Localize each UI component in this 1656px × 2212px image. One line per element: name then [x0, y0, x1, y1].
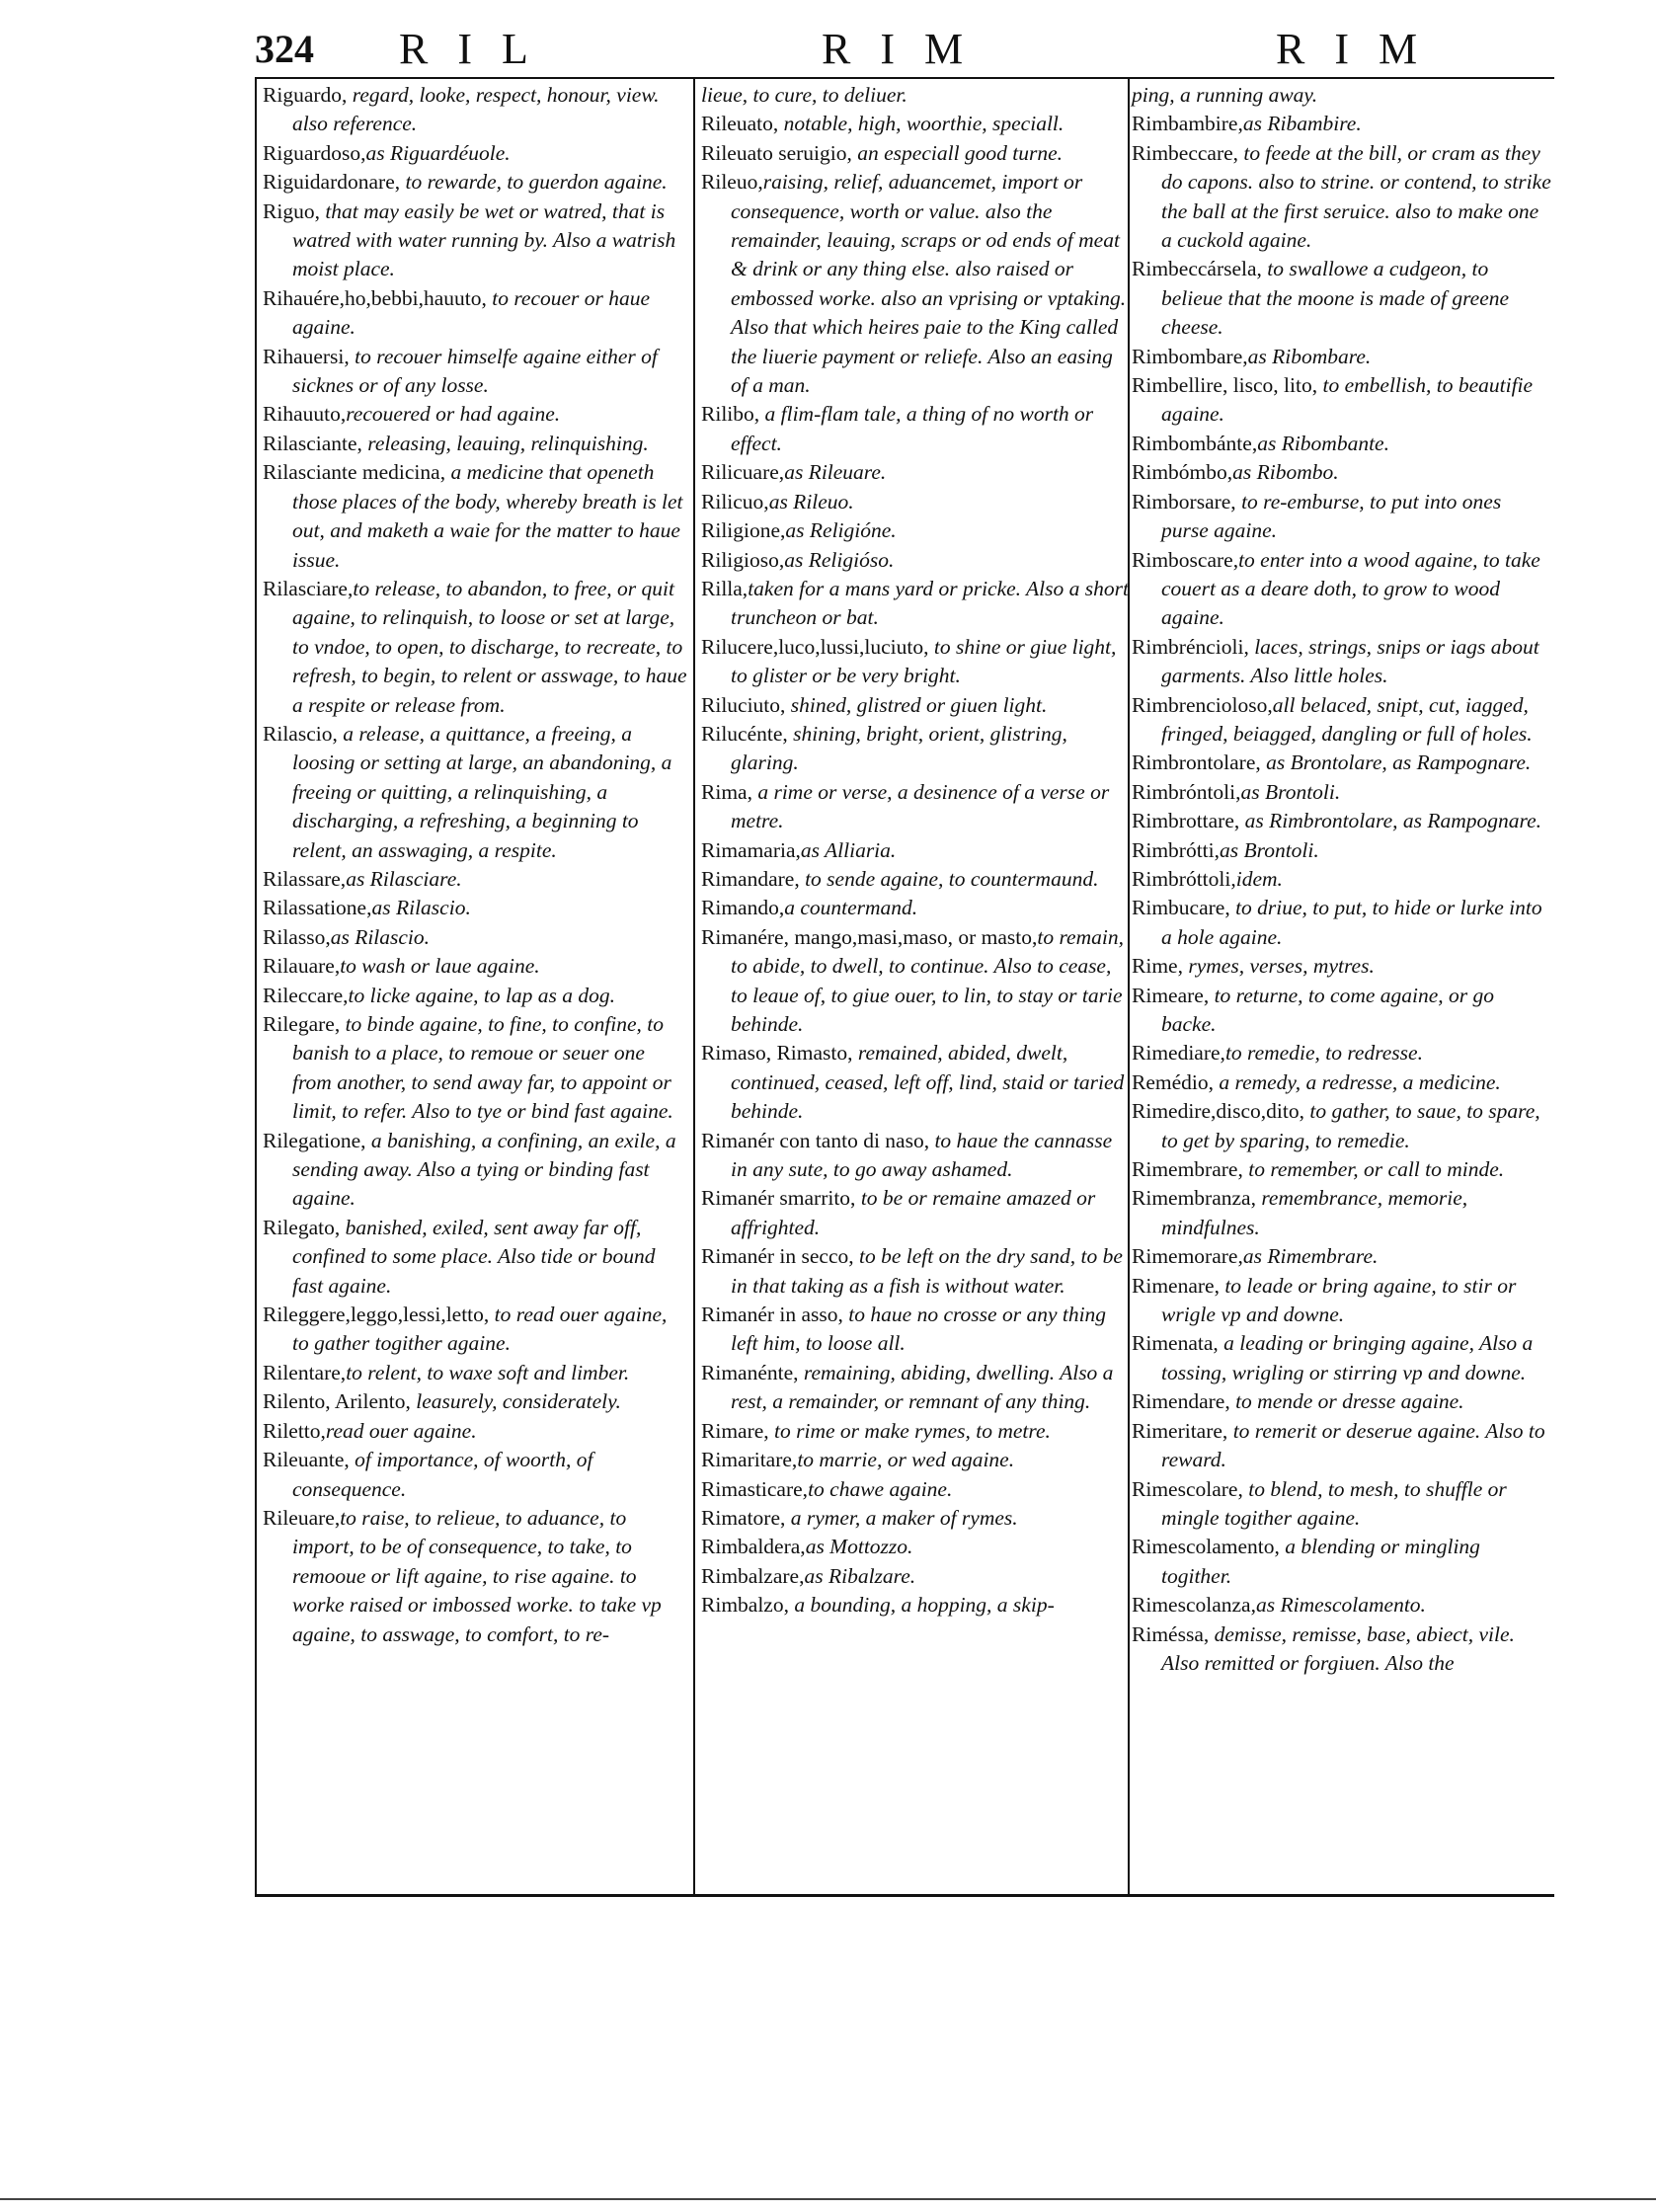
entry-headword: Rimbrottare,	[1132, 809, 1240, 833]
dictionary-entry	[701, 1184, 1130, 1242]
dictionary-entry	[1132, 807, 1552, 835]
dictionary-entry	[1132, 952, 1552, 981]
entry-headword: Rimeare,	[1132, 983, 1210, 1007]
dictionary-entry	[1132, 865, 1552, 894]
entry-definition: as Alliaria.	[800, 837, 897, 862]
entry-definition: a rime or verse, a desinence of a verse or metre.	[731, 779, 1110, 833]
entry-definition: as Rileuo.	[768, 489, 854, 514]
dictionary-entry	[1132, 778, 1552, 807]
entry-headword: Rilassare,	[263, 866, 347, 891]
entry-definition: as Religióne.	[785, 518, 897, 543]
dictionary-entry	[1132, 371, 1552, 430]
entry-headword: Rilucere,luco,lussi,luciuto,	[701, 634, 929, 659]
entry-headword: Rileuato seruigio,	[701, 140, 852, 165]
entry-headword: Rimbucare,	[1132, 896, 1230, 920]
dictionary-entry	[701, 1301, 1130, 1359]
dictionary-entry	[263, 198, 687, 284]
dictionary-entry	[701, 1475, 1130, 1504]
entry-headword: Rilascio,	[263, 721, 338, 746]
entry-headword: Rilento, Arilento,	[263, 1389, 411, 1414]
entry-definition: a flim-flam tale, a thing of no worth or effect.	[731, 402, 1094, 455]
entry-headword: Rilasciare,	[263, 576, 354, 600]
dictionary-entry	[701, 575, 1130, 633]
entry-definition: as Riguardéuole.	[365, 140, 511, 165]
dictionary-page	[255, 22, 1554, 1898]
entry-definition: as Rimescolamento.	[1255, 1593, 1426, 1618]
dictionary-entry	[263, 1214, 687, 1301]
dictionary-entry	[701, 836, 1130, 865]
dictionary-entry	[263, 952, 687, 981]
entry-definition: to relent, to waxe soft and limber.	[346, 1360, 630, 1384]
entry-headword: Rimemorare,	[1132, 1244, 1243, 1269]
entry-headword: Rihauuto,	[263, 402, 347, 427]
dictionary-entry	[1132, 1242, 1552, 1271]
entry-headword: Rilicuare,	[701, 460, 785, 485]
dictionary-entry	[1132, 1097, 1552, 1155]
entry-definition: demisse, remisse, base, abiect, vile. Also remitted or forgiuen. Also the	[1161, 1621, 1515, 1675]
running-head-right: RIM	[1276, 25, 1448, 73]
dictionary-entry	[1132, 1417, 1552, 1475]
entry-definition: remained, abided, dwelt, continued, ceased, left off, lind, staid or taried behinde.	[731, 1041, 1125, 1124]
entry-definition: to binde againe, to fine, to confine, to banish to a place, to remoue or seuer one from another, to send away far, to appoint or limit, to refer. Also to tye or bind fast againe.	[292, 1012, 673, 1124]
dictionary-entry	[1132, 633, 1552, 691]
entry-headword: Rimbréncioli,	[1132, 634, 1249, 659]
dictionary-entry	[263, 1387, 687, 1416]
column-rule-left	[255, 79, 257, 1894]
dictionary-entry	[1132, 1068, 1552, 1097]
entry-headword: Rimanére, mango,masi,maso, or masto,	[701, 924, 1038, 949]
entry-headword: Rimescolanza,	[1132, 1593, 1256, 1618]
entry-headword: Rimembranza,	[1132, 1186, 1256, 1211]
dictionary-entry	[263, 284, 687, 343]
entry-headword: Riligioso,	[701, 547, 785, 572]
dictionary-entry	[263, 575, 687, 720]
entry-definition: as Rimembrare.	[1242, 1244, 1379, 1269]
entry-headword: Rimatore,	[701, 1505, 786, 1530]
entry-definition: a blending or mingling togither.	[1161, 1535, 1480, 1588]
entry-headword: Rimanér in asso,	[701, 1303, 843, 1327]
entry-definition: to raise, to relieue, to aduance, to import, to be of consequence, to take, to remooue or lift againe, to rise againe. to worke raised or imbossed worke. to take vp againe, to asswage, to comfort, to re-	[292, 1505, 662, 1646]
entry-definition: regard, looke, respect, honour, view. also reference.	[292, 83, 660, 136]
entry-definition: to recouer or haue againe.	[292, 285, 651, 340]
entry-headword: Rileuato,	[701, 112, 779, 136]
entry-definition: to read ouer againe, to gather togither againe.	[292, 1303, 668, 1356]
dictionary-entry	[263, 1010, 687, 1127]
entry-definition: a medicine that openeth those places of the body, whereby breath is let out, and maketh a waie for the matter to haue issue.	[292, 460, 683, 572]
entry-definition: to be or remaine amazed or affrighted.	[731, 1186, 1096, 1239]
entry-definition: as Ribalzare.	[804, 1563, 916, 1588]
entry-definition: to wash or laue againe.	[340, 954, 540, 979]
entry-headword: Rimbróttoli,	[1132, 866, 1236, 891]
scan-edge-line	[0, 2198, 1656, 2200]
dictionary-entry	[1132, 343, 1552, 371]
dictionary-entry	[263, 458, 687, 575]
entry-headword: Rilasciante,	[263, 431, 362, 455]
entry-headword: Rileggere,leggo,lessi,letto,	[263, 1303, 490, 1327]
dictionary-entry	[701, 1359, 1130, 1417]
entry-definition: a rymer, a maker of rymes.	[785, 1505, 1018, 1530]
entry-definition: shining, bright, orient, glistring, glaring.	[731, 721, 1067, 775]
entry-headword: Rime,	[1132, 954, 1183, 979]
entry-definition: as Mottozzo.	[805, 1535, 913, 1559]
entry-headword: Rimamaria,	[701, 837, 801, 862]
entry-definition: shined, glistred or giuen light.	[785, 692, 1048, 717]
dictionary-entry	[263, 923, 687, 952]
entry-definition: as Ribombare.	[1247, 344, 1372, 368]
entry-headword: Rimescolare,	[1132, 1476, 1243, 1501]
entry-definition: to haue the cannasse in any sute, to go away ashamed.	[731, 1128, 1113, 1182]
entry-headword: Rilauare,	[263, 954, 341, 979]
dictionary-entry	[701, 1039, 1130, 1126]
dictionary-entry	[263, 1301, 687, 1359]
entry-definition: to remain, to abide, to dwell, to continue. Also to cease, to leaue of, to giue ouer, to lin, to stay or tarie behinde.	[731, 924, 1124, 1036]
dictionary-entry	[701, 865, 1130, 894]
entry-headword: Rileccare,	[263, 983, 349, 1007]
dictionary-entry	[701, 894, 1130, 922]
dictionary-entry	[701, 1504, 1130, 1533]
entry-definition: to returne, to come againe, or go backe.	[1161, 983, 1495, 1036]
running-head-center: RIM	[822, 25, 993, 73]
entry-headword: Rimborsare,	[1132, 489, 1236, 514]
dictionary-entry	[263, 168, 687, 197]
entry-headword: Rimenare,	[1132, 1273, 1220, 1298]
running-head-left: RIL	[399, 25, 558, 73]
entry-definition: remembrance, memorie, mindfulnes.	[1161, 1186, 1468, 1239]
entry-definition: to release, to abandon, to free, or quit againe, to relinquish, to loose or set at large, to vndoe, to open, to discharge, to recreate, to refresh, to begin, to relent or asswage, to haue a respite or release from.	[292, 576, 687, 717]
entry-definition: banished, exiled, sent away far off, confined to some place. Also tide or bound fast againe.	[292, 1215, 656, 1298]
entry-headword: Rimanénte,	[701, 1360, 799, 1384]
column-3	[1132, 81, 1552, 1678]
entry-definition: as Rimbrontolare, as Rampognare.	[1239, 809, 1542, 833]
entry-definition: to remedie, to redresse.	[1224, 1041, 1423, 1066]
entry-headword: Riguidardonare,	[263, 170, 401, 195]
entry-definition: ping, a running away.	[1132, 83, 1318, 107]
entry-headword: Rimanér in secco,	[701, 1244, 854, 1269]
dictionary-entry	[263, 343, 687, 401]
entry-definition: of importance, of woorth, of consequence.	[292, 1448, 593, 1501]
entry-definition: as Ribombante.	[1257, 431, 1389, 455]
entry-definition: read ouer againe.	[325, 1418, 477, 1443]
dictionary-entry	[263, 1504, 687, 1649]
dictionary-entry	[263, 865, 687, 894]
entry-headword: Rimbombánte,	[1132, 431, 1258, 455]
entry-headword: Rimandare,	[701, 866, 800, 891]
dictionary-entry	[1132, 836, 1552, 865]
entry-headword: Rilegato,	[263, 1215, 341, 1239]
column-2	[701, 81, 1130, 1620]
entry-headword: Rimbaldera,	[701, 1535, 806, 1559]
entry-headword: Rimenata,	[1132, 1331, 1219, 1356]
entry-definition: an especiall good turne.	[851, 140, 1064, 165]
entry-definition: a banishing, a confining, an exile, a sending away. Also a tying or binding fast againe.	[292, 1128, 676, 1211]
entry-headword: Rimendare,	[1132, 1389, 1230, 1414]
dictionary-entry	[1132, 546, 1552, 633]
dictionary-entry	[263, 1417, 687, 1446]
entry-headword: Rilasciante medicina,	[263, 460, 446, 485]
dictionary-entry	[701, 720, 1130, 778]
entry-headword: Rimbalzo,	[701, 1593, 789, 1618]
entry-definition: that may easily be wet or watred, that is watred with water running by. Also a watrish moist place.	[292, 198, 676, 281]
dictionary-entry	[263, 982, 687, 1010]
entry-definition: leasurely, considerately.	[410, 1389, 621, 1414]
dictionary-entry	[263, 400, 687, 429]
entry-headword: Rimbeccare,	[1132, 140, 1239, 165]
dictionary-entry	[1132, 1620, 1552, 1679]
entry-definition: to rewarde, to guerdon againe.	[400, 170, 668, 195]
entry-definition: a remedy, a redresse, a medicine.	[1214, 1069, 1501, 1094]
entry-definition: as Rilascio.	[371, 896, 471, 920]
entry-headword: Remédio,	[1132, 1069, 1214, 1094]
entry-definition: remaining, abiding, dwelling. Also a rest, a remainder, or remnant of any thing.	[731, 1360, 1114, 1414]
entry-definition: to rime or make rymes, to metre.	[768, 1418, 1051, 1443]
entry-headword: Rimbellire, lisco, lito,	[1132, 373, 1318, 398]
dictionary-entry	[1132, 1475, 1552, 1534]
dictionary-entry	[1132, 691, 1552, 750]
entry-definition: as Rileuare.	[784, 460, 887, 485]
entry-definition: to recouer himselfe againe either of sicknes or of any losse.	[292, 344, 658, 398]
entry-headword: Riluciuto,	[701, 692, 786, 717]
entry-headword: Riguardo,	[263, 83, 348, 107]
dictionary-entry	[1132, 1591, 1552, 1620]
entry-definition: raising, relief, aduancemet, import or consequence, worth or value. also the remainder, leauing, scraps or od ends of meat & drink or any thing else. also raised or embossed worke. also an vprising or vptaking. Also that which heires paie to the King called the liuerie payment or reliefe. Also an easing of a man.	[731, 170, 1127, 398]
dictionary-entry	[701, 633, 1130, 691]
dictionary-entry	[1132, 894, 1552, 952]
dictionary-entry	[263, 720, 687, 865]
dictionary-entry	[701, 110, 1130, 138]
entry-definition: to be left on the dry sand, to be in that taking as a fish is without water.	[731, 1244, 1123, 1298]
entry-definition: to licke againe, to lap as a dog.	[348, 983, 616, 1007]
entry-headword: Rilicuo,	[701, 489, 769, 514]
dictionary-entry	[701, 1533, 1130, 1561]
entry-headword: Riguardoso,	[263, 140, 366, 165]
entry-definition: notable, high, woorthie, speciall.	[778, 112, 1065, 136]
entry-headword: Rimediare,	[1132, 1041, 1225, 1066]
entry-headword: Rimbrencioloso,	[1132, 692, 1273, 717]
dictionary-entry	[1132, 1184, 1552, 1242]
entry-definition: to blend, to mesh, to shuffle or mingle togither againe.	[1161, 1476, 1507, 1530]
dictionary-entry	[701, 1242, 1130, 1301]
entry-definition: to embellish, to beautifie againe.	[1161, 373, 1534, 427]
entry-headword: Riguo,	[263, 198, 320, 223]
entry-definition: all belaced, snipt, cut, iagged, fringed, beiagged, dangling or full of holes.	[1161, 692, 1533, 746]
dictionary-entry	[701, 1127, 1130, 1185]
entry-definition: to sende againe, to countermaund.	[799, 866, 1099, 891]
entry-definition: to marrie, or wed againe.	[797, 1448, 1015, 1472]
entry-headword: Rilassatione,	[263, 896, 372, 920]
dictionary-entry	[263, 81, 687, 139]
entry-definition: as Rilascio.	[330, 924, 431, 949]
entry-headword: Rimanér smarrito,	[701, 1186, 856, 1211]
entry-headword: Rimbeccársela,	[1132, 257, 1262, 281]
entry-headword: Rileuante,	[263, 1448, 350, 1472]
dictionary-entry	[701, 691, 1130, 720]
dictionary-entry	[1132, 1387, 1552, 1416]
entry-headword: Rilibo,	[701, 402, 760, 427]
entry-definition: to remerit or deserue againe. Also to reward.	[1161, 1418, 1545, 1472]
entry-headword: Rilasso,	[263, 924, 331, 949]
entry-definition: to driue, to put, to hide or lurke into a hole againe.	[1161, 896, 1542, 949]
dictionary-entry	[263, 1127, 687, 1214]
column-1	[263, 81, 687, 1649]
entry-definition: to shine or giue light, to glister or be very bright.	[731, 634, 1117, 688]
entry-headword: Riméssa,	[1132, 1621, 1210, 1646]
dictionary-entry	[701, 81, 1130, 110]
dictionary-entry	[701, 1417, 1130, 1446]
entry-definition: as Brontoli.	[1220, 837, 1319, 862]
dictionary-entry	[1132, 1533, 1552, 1591]
entry-definition: to enter into a wood againe, to take couert as a deare doth, to grow to wood againe.	[1161, 547, 1540, 630]
entry-headword: Rilucénte,	[701, 721, 788, 746]
page-number: 324	[255, 27, 314, 71]
entry-headword: Rimbrontolare,	[1132, 750, 1261, 775]
entry-headword: Rimbrótti,	[1132, 837, 1220, 862]
entry-definition: to haue no crosse or any thing left him, to loose all.	[731, 1303, 1107, 1356]
dictionary-entry	[1132, 488, 1552, 546]
dictionary-entry	[1132, 81, 1552, 110]
entry-definition: as Ribambire.	[1242, 112, 1362, 136]
entry-definition: to remember, or call to minde.	[1242, 1157, 1505, 1182]
entry-definition: as Rilasciare.	[346, 866, 462, 891]
entry-headword: Rimembrare,	[1132, 1157, 1243, 1182]
entry-definition: to leade or bring againe, to stir or wrigle vp and downe.	[1161, 1273, 1517, 1327]
entry-definition: a release, a quittance, a freeing, a loosing or setting at large, an abandoning, a freeing or quitting, a relinquishing, a discharging, a refreshing, a beginning to relent, an asswaging, a respite.	[292, 721, 672, 862]
dictionary-entry	[263, 1359, 687, 1387]
entry-headword: Rimando,	[701, 896, 785, 920]
entry-definition: lieue, to cure, to deliuer.	[701, 83, 907, 107]
entry-definition: as Brontoli.	[1240, 779, 1341, 804]
entry-headword: Rimbambire,	[1132, 112, 1243, 136]
entry-headword: Rilla,	[701, 576, 749, 600]
entry-headword: Rimare,	[701, 1418, 769, 1443]
entry-definition: laces, strings, snips or iags about garments. Also little holes.	[1161, 634, 1539, 688]
entry-definition: to re-emburse, to put into ones purse againe.	[1161, 489, 1502, 543]
dictionary-entry	[701, 516, 1130, 545]
entry-headword: Rimedire,disco,dito,	[1132, 1099, 1304, 1124]
dictionary-entry	[1132, 1155, 1552, 1184]
dictionary-entry	[701, 488, 1130, 516]
entry-headword: Rima,	[701, 779, 752, 804]
entry-definition: to chawe againe.	[808, 1476, 953, 1501]
dictionary-entry	[1132, 749, 1552, 777]
dictionary-entry	[1132, 255, 1552, 342]
entry-headword: Rimbómbo,	[1132, 460, 1233, 485]
entry-headword: Rimboscare,	[1132, 547, 1239, 572]
dictionary-entry	[701, 139, 1130, 168]
dictionary-entry	[701, 1446, 1130, 1474]
entry-definition: a bounding, a hopping, a skip-	[788, 1593, 1055, 1618]
entry-definition: a leading or bringing againe, Also a tossing, wrigling or stirring vp and downe.	[1161, 1331, 1534, 1384]
entry-definition: to swallowe a cudgeon, to belieue that the moone is made of greene cheese.	[1161, 257, 1510, 340]
dictionary-entry	[1132, 982, 1552, 1040]
dictionary-entry	[701, 1562, 1130, 1591]
dictionary-entry	[1132, 1329, 1552, 1387]
entry-headword: Rihauére,ho,bebbi,hauuto,	[263, 285, 487, 310]
dictionary-entry	[1132, 110, 1552, 138]
dictionary-entry	[701, 458, 1130, 487]
entry-headword: Rimaso, Rimasto,	[701, 1041, 853, 1066]
entry-definition: as Brontolare, as Rampognare.	[1260, 750, 1532, 775]
entry-headword: Rimasticare,	[701, 1476, 809, 1501]
entry-headword: Rimescolamento,	[1132, 1535, 1280, 1559]
entry-definition: to feede at the bill, or cram as they do capons. also to strine. or contend, to strike the ball at the first seruice. also to make one a cuckold againe.	[1161, 140, 1551, 253]
dictionary-entry	[1132, 139, 1552, 256]
entry-definition: taken for a mans yard or pricke. Also a short truncheon or bat.	[731, 576, 1129, 630]
dictionary-entry	[701, 923, 1130, 1040]
entry-headword: Rihauersi,	[263, 344, 350, 368]
page-header	[255, 22, 1554, 79]
entry-headword: Rimeritare,	[1132, 1418, 1228, 1443]
entry-headword: Rimaritare,	[701, 1448, 798, 1472]
dictionary-entry	[1132, 1039, 1552, 1067]
entry-headword: Rimbróntoli,	[1132, 779, 1241, 804]
column-rule-1	[693, 79, 695, 1894]
entry-headword: Rilegare,	[263, 1012, 341, 1036]
entry-definition: a countermand.	[784, 896, 918, 920]
dictionary-entry	[701, 546, 1130, 575]
entry-definition: rymes, verses, mytres.	[1182, 954, 1375, 979]
dictionary-entry	[1132, 458, 1552, 487]
entry-definition: recouered or had againe.	[346, 402, 561, 427]
dictionary-entry	[701, 778, 1130, 836]
dictionary-entry	[701, 168, 1130, 400]
entry-headword: Riligione,	[701, 518, 786, 543]
bottom-rule	[255, 1894, 1554, 1897]
dictionary-entry	[263, 1446, 687, 1504]
dictionary-entry	[1132, 430, 1552, 458]
entry-headword: Rilegatione,	[263, 1128, 366, 1152]
entry-headword: Rileuo,	[701, 170, 763, 195]
dictionary-entry	[263, 139, 687, 168]
entry-definition: releasing, leauing, relinquishing.	[361, 431, 649, 455]
entry-headword: Rimbombare,	[1132, 344, 1248, 368]
entry-definition: as Ribombo.	[1232, 460, 1339, 485]
entry-definition: to mende or dresse againe.	[1229, 1389, 1464, 1414]
dictionary-entry	[263, 430, 687, 458]
entry-headword: Rileuare,	[263, 1505, 341, 1530]
dictionary-entry	[701, 1591, 1130, 1620]
entry-definition: to gather, to saue, to spare, to get by sparing, to remedie.	[1161, 1099, 1540, 1152]
entry-definition: idem.	[1235, 866, 1283, 891]
entry-definition: as Religióso.	[784, 547, 895, 572]
dictionary-entry	[701, 400, 1130, 458]
entry-headword: Riletto,	[263, 1418, 326, 1443]
entry-headword: Rimanér con tanto di naso,	[701, 1128, 930, 1152]
dictionary-entry	[263, 894, 687, 922]
entry-headword: Rilentare,	[263, 1360, 347, 1384]
dictionary-entry	[1132, 1272, 1552, 1330]
entry-headword: Rimbalzare,	[701, 1563, 805, 1588]
